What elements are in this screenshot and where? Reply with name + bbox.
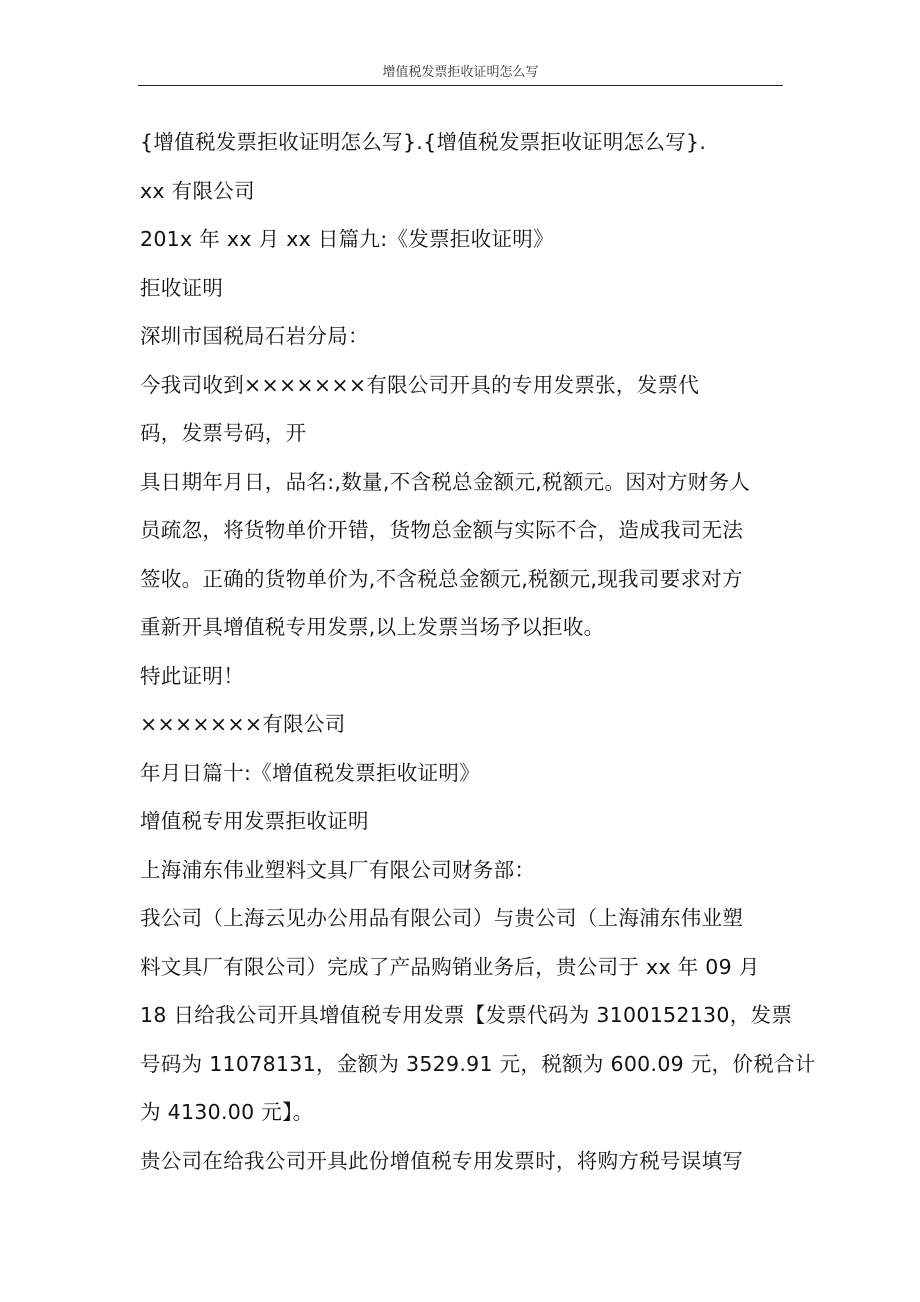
text-line: 上海浦东伟业塑料文具厂有限公司财务部： bbox=[140, 857, 536, 882]
text-line: ×××××××有限公司 bbox=[140, 712, 346, 736]
text-line: 年月日篇十:《增值税发票拒收证明》 bbox=[140, 760, 481, 785]
text-line: 增值税专用发票拒收证明 bbox=[140, 809, 369, 833]
text-line: 我公司（上海云见办公用品有限公司）与贵公司（上海浦东伟业塑 bbox=[140, 906, 744, 930]
text-line: {增值税发票拒收证明怎么写}.{增值税发票拒收证明怎么写}. bbox=[140, 130, 707, 154]
text-line: 码，发票号码，开 bbox=[140, 421, 307, 445]
text-line: 贵公司在给我公司开具此份增值税专用发票时，将购方税号误填写 bbox=[140, 1148, 744, 1173]
text-line: 员疏忽，将货物单价开错，货物总金额与实际不合，造成我司无法 bbox=[140, 518, 744, 542]
running-header: 增值税发票拒收证明怎么写 bbox=[382, 65, 539, 80]
text-line: 料文具厂有限公司）完成了产品购销业务后，贵公司于 xx 年 09 月 bbox=[140, 954, 760, 979]
document-body bbox=[140, 118, 816, 1185]
text-line: 号码为 11078131，金额为 3529.91 元，税额为 600.09 元，价税合计 bbox=[140, 1051, 816, 1076]
text-line: 特此证明！ bbox=[140, 663, 244, 688]
text-line: 拒收证明 bbox=[140, 275, 224, 300]
text-line: 18 日给我公司开具增值税专用发票【发票代码为 3100152130，发票 bbox=[140, 1003, 793, 1027]
text-line: 深圳市国税局石岩分局： bbox=[140, 324, 369, 348]
text-line: xx 有限公司 bbox=[140, 178, 255, 203]
text-line: 签收。正确的货物单价为,不含税总金额元,税额元,现我司要求对方 bbox=[140, 566, 743, 591]
text-line: 今我司收到×××××××有限公司开具的专用发票张，发票代 bbox=[140, 372, 700, 397]
text-line: 重新开具增值税专用发票,以上发票当场予以拒收。 bbox=[140, 615, 605, 639]
text-line: 201x 年 xx 月 xx 日篇九:《发票拒收证明》 bbox=[140, 227, 554, 251]
text-line: 具日期年月日，品名:,数量,不含税总金额元,税额元。因对方财务人 bbox=[140, 469, 751, 494]
header-rule bbox=[138, 85, 783, 86]
text-line: 为 4130.00 元】。 bbox=[140, 1100, 314, 1124]
